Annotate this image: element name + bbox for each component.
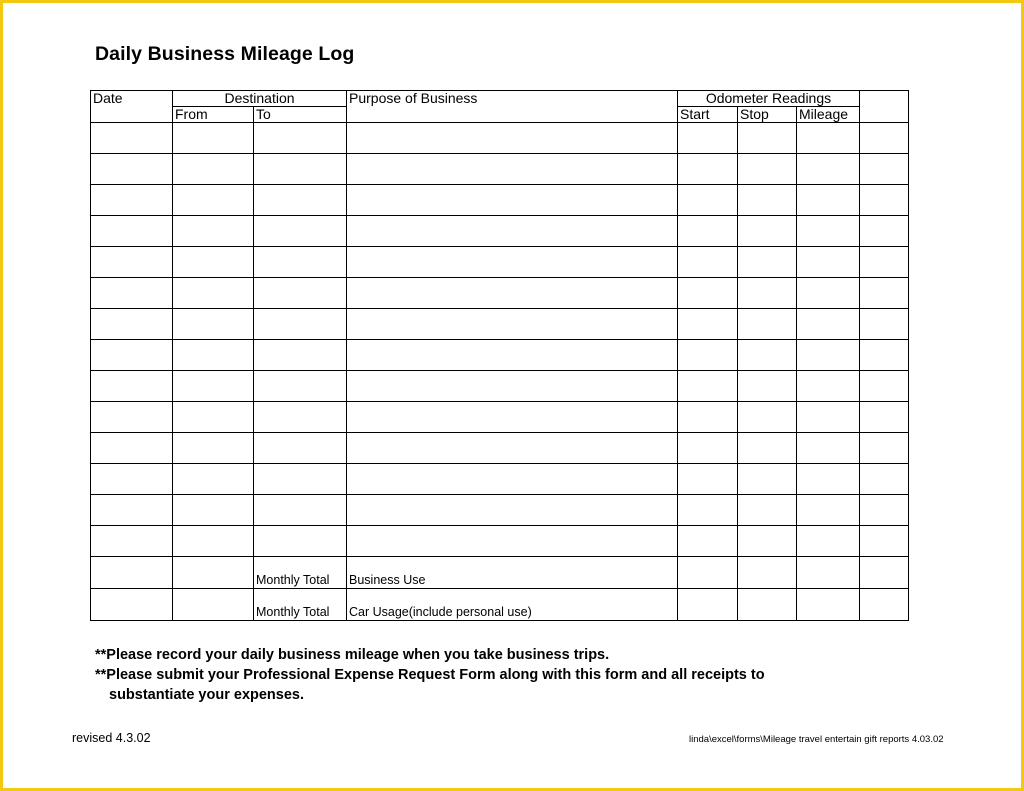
stop-cell[interactable] bbox=[738, 154, 797, 185]
log-row bbox=[91, 371, 909, 402]
date-cell[interactable] bbox=[91, 340, 173, 371]
stop-cell[interactable] bbox=[738, 464, 797, 495]
mileage-cell[interactable] bbox=[797, 433, 860, 464]
mileage-cell[interactable] bbox=[797, 402, 860, 433]
stop-cell[interactable] bbox=[738, 371, 797, 402]
stop-cell[interactable] bbox=[738, 495, 797, 526]
stop-cell[interactable] bbox=[738, 402, 797, 433]
to-cell[interactable] bbox=[254, 185, 347, 216]
to-cell[interactable] bbox=[254, 371, 347, 402]
log-row bbox=[91, 495, 909, 526]
to-cell[interactable] bbox=[254, 154, 347, 185]
header-odometer: Odometer Readings bbox=[678, 91, 860, 107]
purpose-cell[interactable] bbox=[347, 433, 678, 464]
start-cell[interactable] bbox=[678, 340, 738, 371]
extra-cell[interactable] bbox=[860, 589, 909, 621]
log-row bbox=[91, 247, 909, 278]
date-cell[interactable] bbox=[91, 371, 173, 402]
extra-cell[interactable] bbox=[860, 340, 909, 371]
from-cell[interactable] bbox=[173, 402, 254, 433]
stop-cell[interactable] bbox=[738, 278, 797, 309]
log-row bbox=[91, 216, 909, 247]
date-cell[interactable] bbox=[91, 557, 173, 589]
log-row bbox=[91, 185, 909, 216]
mileage-cell[interactable] bbox=[797, 185, 860, 216]
to-cell[interactable] bbox=[254, 309, 347, 340]
purpose-cell[interactable] bbox=[347, 340, 678, 371]
from-cell[interactable] bbox=[173, 216, 254, 247]
header-mileage: Mileage bbox=[797, 107, 860, 123]
stop-cell[interactable] bbox=[738, 526, 797, 557]
start-cell[interactable] bbox=[678, 154, 738, 185]
total-description: Business Use bbox=[347, 557, 678, 589]
start-cell[interactable] bbox=[678, 402, 738, 433]
mileage-cell[interactable] bbox=[797, 123, 860, 154]
stop-cell[interactable] bbox=[738, 340, 797, 371]
from-cell[interactable] bbox=[173, 123, 254, 154]
mileage-cell[interactable] bbox=[797, 589, 860, 621]
extra-cell[interactable] bbox=[860, 526, 909, 557]
date-cell[interactable] bbox=[91, 154, 173, 185]
purpose-cell[interactable] bbox=[347, 464, 678, 495]
purpose-cell[interactable] bbox=[347, 154, 678, 185]
date-cell[interactable] bbox=[91, 185, 173, 216]
date-cell[interactable] bbox=[91, 464, 173, 495]
to-cell[interactable] bbox=[254, 216, 347, 247]
purpose-cell[interactable] bbox=[347, 309, 678, 340]
to-cell[interactable] bbox=[254, 247, 347, 278]
from-cell[interactable] bbox=[173, 589, 254, 621]
instruction-line: substantiate your expenses. bbox=[109, 687, 305, 703]
from-cell[interactable] bbox=[173, 495, 254, 526]
date-cell[interactable] bbox=[91, 278, 173, 309]
date-cell[interactable] bbox=[91, 247, 173, 278]
header-row bbox=[91, 91, 909, 107]
date-cell[interactable] bbox=[91, 495, 173, 526]
mileage-cell[interactable] bbox=[797, 247, 860, 278]
extra-cell[interactable] bbox=[860, 495, 909, 526]
start-cell[interactable] bbox=[678, 495, 738, 526]
to-cell[interactable] bbox=[254, 278, 347, 309]
header-extra bbox=[860, 91, 909, 107]
extra-cell[interactable] bbox=[860, 247, 909, 278]
header-from: From bbox=[173, 107, 254, 123]
extra-cell[interactable] bbox=[860, 557, 909, 589]
total-row bbox=[91, 589, 909, 621]
date-cell[interactable] bbox=[91, 433, 173, 464]
date-cell[interactable] bbox=[91, 309, 173, 340]
subheader-purpose-blank bbox=[347, 107, 678, 123]
start-cell[interactable] bbox=[678, 526, 738, 557]
purpose-cell[interactable] bbox=[347, 526, 678, 557]
log-row bbox=[91, 526, 909, 557]
instruction-line: **Please record your daily business mileage when you take business trips. bbox=[95, 647, 610, 663]
extra-cell[interactable] bbox=[860, 402, 909, 433]
subheader-date-blank bbox=[91, 107, 173, 123]
mileage-cell[interactable] bbox=[797, 154, 860, 185]
stop-cell[interactable] bbox=[738, 309, 797, 340]
from-cell[interactable] bbox=[173, 278, 254, 309]
stop-cell[interactable] bbox=[738, 433, 797, 464]
log-row bbox=[91, 309, 909, 340]
log-row bbox=[91, 154, 909, 185]
extra-cell[interactable] bbox=[860, 216, 909, 247]
mileage-cell[interactable] bbox=[797, 340, 860, 371]
extra-cell[interactable] bbox=[860, 185, 909, 216]
log-row bbox=[91, 433, 909, 464]
from-cell[interactable] bbox=[173, 340, 254, 371]
start-cell[interactable] bbox=[678, 278, 738, 309]
page-title: Daily Business Mileage Log bbox=[95, 43, 355, 65]
to-cell[interactable] bbox=[254, 464, 347, 495]
instruction-line: **Please submit your Professional Expense Request Form along with this form and all receipts to bbox=[95, 667, 765, 683]
file-path: linda\excel\forms\Mileage travel entertain gift reports 4.03.02 bbox=[689, 734, 944, 745]
mileage-cell[interactable] bbox=[797, 371, 860, 402]
to-cell[interactable] bbox=[254, 433, 347, 464]
mileage-cell[interactable] bbox=[797, 495, 860, 526]
stop-cell[interactable] bbox=[738, 185, 797, 216]
date-cell[interactable] bbox=[91, 216, 173, 247]
subheader-extra-blank bbox=[860, 107, 909, 123]
total-label: Monthly Total bbox=[254, 589, 347, 621]
instructions bbox=[95, 645, 765, 705]
revised-date: revised 4.3.02 bbox=[72, 731, 151, 745]
log-row bbox=[91, 464, 909, 495]
log-row bbox=[91, 340, 909, 371]
header-start: Start bbox=[678, 107, 738, 123]
total-label: Monthly Total bbox=[254, 557, 347, 589]
extra-cell[interactable] bbox=[860, 154, 909, 185]
log-row bbox=[91, 402, 909, 433]
extra-cell[interactable] bbox=[860, 278, 909, 309]
from-cell[interactable] bbox=[173, 557, 254, 589]
start-cell[interactable] bbox=[678, 123, 738, 154]
start-cell[interactable] bbox=[678, 247, 738, 278]
date-cell[interactable] bbox=[91, 402, 173, 433]
stop-cell[interactable] bbox=[738, 216, 797, 247]
mileage-cell[interactable] bbox=[797, 526, 860, 557]
from-cell[interactable] bbox=[173, 309, 254, 340]
to-cell[interactable] bbox=[254, 495, 347, 526]
purpose-cell[interactable] bbox=[347, 185, 678, 216]
purpose-cell[interactable] bbox=[347, 402, 678, 433]
from-cell[interactable] bbox=[173, 247, 254, 278]
start-cell[interactable] bbox=[678, 216, 738, 247]
mileage-cell[interactable] bbox=[797, 216, 860, 247]
purpose-cell[interactable] bbox=[347, 278, 678, 309]
from-cell[interactable] bbox=[173, 185, 254, 216]
start-cell[interactable] bbox=[678, 309, 738, 340]
start-cell[interactable] bbox=[678, 464, 738, 495]
to-cell[interactable] bbox=[254, 340, 347, 371]
log-row bbox=[91, 123, 909, 154]
stop-cell[interactable] bbox=[738, 589, 797, 621]
mileage-cell[interactable] bbox=[797, 309, 860, 340]
header-date: Date bbox=[91, 91, 173, 107]
start-cell[interactable] bbox=[678, 371, 738, 402]
extra-cell[interactable] bbox=[860, 433, 909, 464]
purpose-cell[interactable] bbox=[347, 216, 678, 247]
header-stop: Stop bbox=[738, 107, 797, 123]
from-cell[interactable] bbox=[173, 526, 254, 557]
header-to: To bbox=[254, 107, 347, 123]
header-purpose: Purpose of Business bbox=[347, 91, 678, 107]
extra-cell[interactable] bbox=[860, 123, 909, 154]
stop-cell[interactable] bbox=[738, 247, 797, 278]
extra-cell[interactable] bbox=[860, 371, 909, 402]
mileage-cell[interactable] bbox=[797, 464, 860, 495]
stop-cell[interactable] bbox=[738, 123, 797, 154]
to-cell[interactable] bbox=[254, 526, 347, 557]
subheader-row bbox=[91, 107, 909, 123]
extra-cell[interactable] bbox=[860, 464, 909, 495]
purpose-cell[interactable] bbox=[347, 371, 678, 402]
form-page bbox=[3, 3, 1021, 788]
date-cell[interactable] bbox=[91, 123, 173, 154]
from-cell[interactable] bbox=[173, 433, 254, 464]
from-cell[interactable] bbox=[173, 154, 254, 185]
to-cell[interactable] bbox=[254, 402, 347, 433]
total-row bbox=[91, 557, 909, 589]
total-description: Car Usage(include personal use) bbox=[347, 589, 678, 621]
start-cell[interactable] bbox=[678, 433, 738, 464]
mileage-cell[interactable] bbox=[797, 557, 860, 589]
purpose-cell[interactable] bbox=[347, 247, 678, 278]
date-cell[interactable] bbox=[91, 589, 173, 621]
start-cell[interactable] bbox=[678, 589, 738, 621]
mileage-cell[interactable] bbox=[797, 278, 860, 309]
stop-cell[interactable] bbox=[738, 557, 797, 589]
log-row bbox=[91, 278, 909, 309]
start-cell[interactable] bbox=[678, 185, 738, 216]
start-cell[interactable] bbox=[678, 557, 738, 589]
to-cell[interactable] bbox=[254, 123, 347, 154]
purpose-cell[interactable] bbox=[347, 495, 678, 526]
extra-cell[interactable] bbox=[860, 309, 909, 340]
from-cell[interactable] bbox=[173, 464, 254, 495]
date-cell[interactable] bbox=[91, 526, 173, 557]
from-cell[interactable] bbox=[173, 371, 254, 402]
purpose-cell[interactable] bbox=[347, 123, 678, 154]
mileage-log-table bbox=[90, 90, 909, 621]
header-destination: Destination bbox=[173, 91, 347, 107]
